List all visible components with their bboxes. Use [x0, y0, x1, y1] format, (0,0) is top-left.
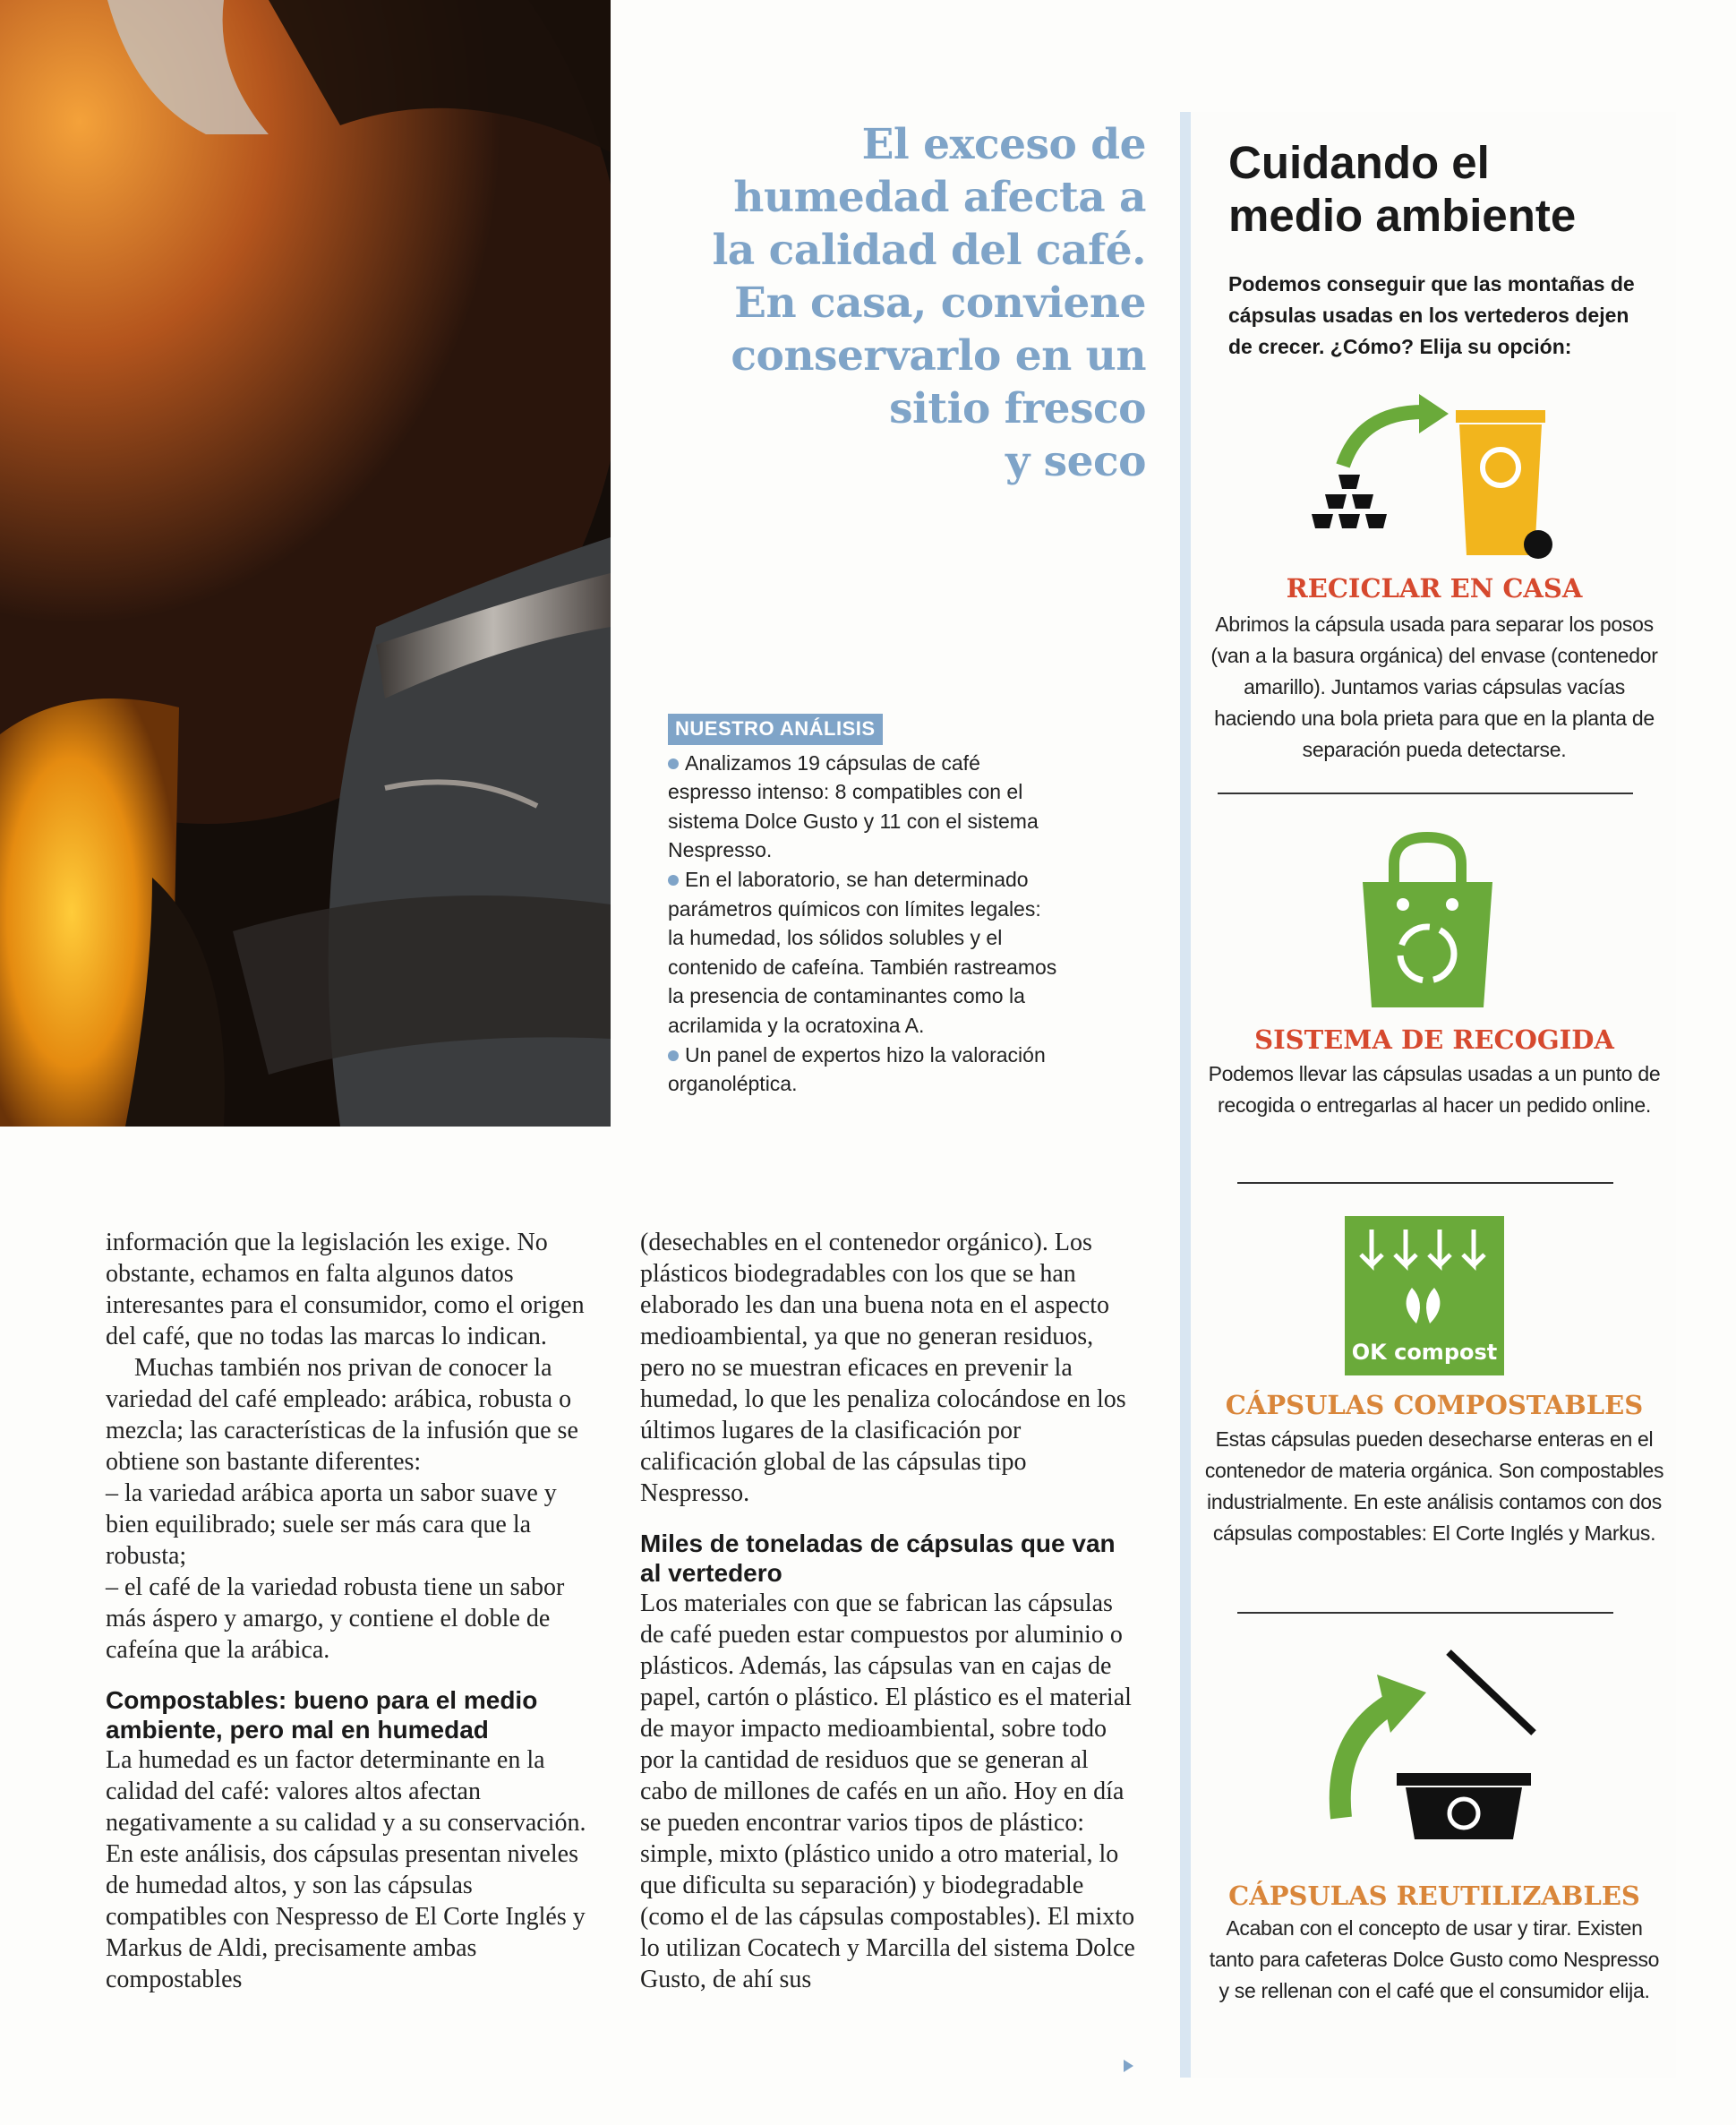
section-heading: Compostables: bueno para el medio ambiente, pero mal en humedad: [106, 1686, 538, 1744]
body-column-left: [106, 1227, 598, 1995]
analysis-point: [668, 865, 1062, 1041]
divider: [1237, 1612, 1613, 1614]
section-heading: Miles de toneladas de cápsulas que van al vertedero: [640, 1529, 1116, 1587]
continue-arrow-icon: [1124, 2060, 1133, 2072]
recycling-bag-icon: [1354, 828, 1501, 1016]
divider: [1237, 1182, 1613, 1184]
divider: [1218, 793, 1633, 794]
option-text: Estas cápsulas pueden desecharse enteras en el contenedor de materia orgánica. Son compostables industrialmente. En este análisis contamos con dos cápsulas compostables: El Corte Inglés y Markus.: [1204, 1427, 1664, 1545]
pull-quote: El exceso de humedad afecta a la calidad del café. En casa, conviene conservarlo en un sitio fresco y seco: [712, 120, 1146, 486]
option-title: RECICLAR EN CASA: [1286, 573, 1583, 604]
body-paragraph: La humedad es un factor determinante en la calidad del café: valores altos afectan negativamente a su calidad y a su conservación. En este análisis, dos cápsulas presentan niveles de humedad altos, y son las cápsulas compatibles con Nespresso de El Corte Inglés y Markus de Aldi, precisamente ambas compostables: [106, 1746, 586, 1993]
analysis-tag: NUESTRO ANÁLISIS: [668, 714, 883, 745]
analysis-point: [668, 749, 1062, 865]
body-paragraph: Muchas también nos privan de conocer la variedad del café empleado: arábica, robusta o mezcla; las características de la infusión que se obtiene son bastante diferentes:: [106, 1354, 578, 1476]
option-title: CÁPSULAS REUTILIZABLES: [1228, 1881, 1640, 1911]
sidebar-intro: Podemos conseguir que las montañas de cápsulas usadas en los vertederos dejen de crecer. ¿Cómo? Elija su opción:: [1228, 272, 1635, 358]
reusable-capsule-icon: [1314, 1639, 1538, 1867]
coffee-machine-photo: [0, 0, 611, 1127]
body-paragraph: – el café de la variedad robusta tiene un sabor más áspero y amargo, y contiene el doble de cafeína que la arábica.: [106, 1573, 565, 1664]
analysis-point-text: Un panel de expertos hizo la valoración organoléptica.: [668, 1042, 1046, 1096]
option-text: Podemos llevar las cápsulas usadas a un punto de recogida o entregarlas al hacer un pedido online.: [1208, 1062, 1661, 1117]
bullet-icon: [668, 1050, 679, 1061]
option-text: Acaban con el concepto de usar y tirar. Existen tanto para cafeteras Dolce Gusto como Nespresso y se rellenan con el café que el consumidor elija.: [1209, 1916, 1660, 2002]
recycle-bin-icon: [1289, 394, 1558, 569]
bullet-icon: [668, 875, 679, 886]
option-title: SISTEMA DE RECOGIDA: [1254, 1024, 1614, 1055]
ok-compost-label: OK compost: [1351, 1340, 1498, 1365]
analysis-point-text: En el laboratorio, se han determinado parámetros químicos con límites legales: la humedad, los sólidos solubles y el contenido de cafeína. También rastreamos la presencia de contaminantes como la acrilamida y la ocratoxina A.: [668, 867, 1057, 1037]
analysis-point-text: Analizamos 19 cápsulas de café espresso intenso: 8 compatibles con el sistema Dolce Gusto y 11 con el sistema Nespresso.: [668, 750, 1039, 862]
option-text: Abrimos la cápsula usada para separar los posos (van a la basura orgánica) del envase (contenedor amarillo). Juntamos varias cápsulas vacías haciendo una bola prieta para que en la planta de separación pueda detectarse.: [1210, 613, 1658, 761]
body-paragraph: Los materiales con que se fabrican las cápsulas de café pueden estar compuestos por aluminio o plásticos. Además, las cápsulas van en cajas de papel, cartón o plástico. El plástico es el material de mayor impacto medioambiental, sobre todo por la cantidad de residuos que se generan al cabo de millones de cafés en un año. Hoy en día se pueden encontrar varios tipos de plástico: simple, mixto (plástico unido a otro material, lo que dificulta su separación) y biodegradable (como el de las cápsulas compostables). El mixto lo utilizan Cocatech y Marcilla del sistema Dolce Gusto, de ahí sus: [640, 1589, 1135, 1993]
body-paragraph: información que la legislación les exige. No obstante, echamos en falta algunos datos interesantes para el consumidor, como el origen del café, que no todas las marcas lo indican.: [106, 1229, 585, 1350]
option-title: CÁPSULAS COMPOSTABLES: [1225, 1390, 1644, 1420]
sidebar-title: Cuidando el medio ambiente: [1228, 137, 1577, 241]
ok-compost-icon: [1345, 1216, 1504, 1375]
body-paragraph: (desechables en el contenedor orgánico). Los plásticos biodegradables con los que se han elaborado les dan una buena nota en el aspecto medioambiental, ya que no generan residuos, pero no se muestran eficaces en prevenir la humedad, lo que les penaliza colocándose en los últimos lugares de la clasificación por calificación global de las cápsulas tipo Nespresso.: [640, 1229, 1126, 1507]
bullet-icon: [668, 758, 679, 769]
body-paragraph: – la variedad arábica aporta un sabor suave y bien equilibrado; suele ser más cara que la robusta;: [106, 1479, 557, 1570]
body-column-middle: [640, 1227, 1137, 1995]
analysis-box: [668, 714, 1062, 1099]
analysis-point: [668, 1041, 1062, 1099]
